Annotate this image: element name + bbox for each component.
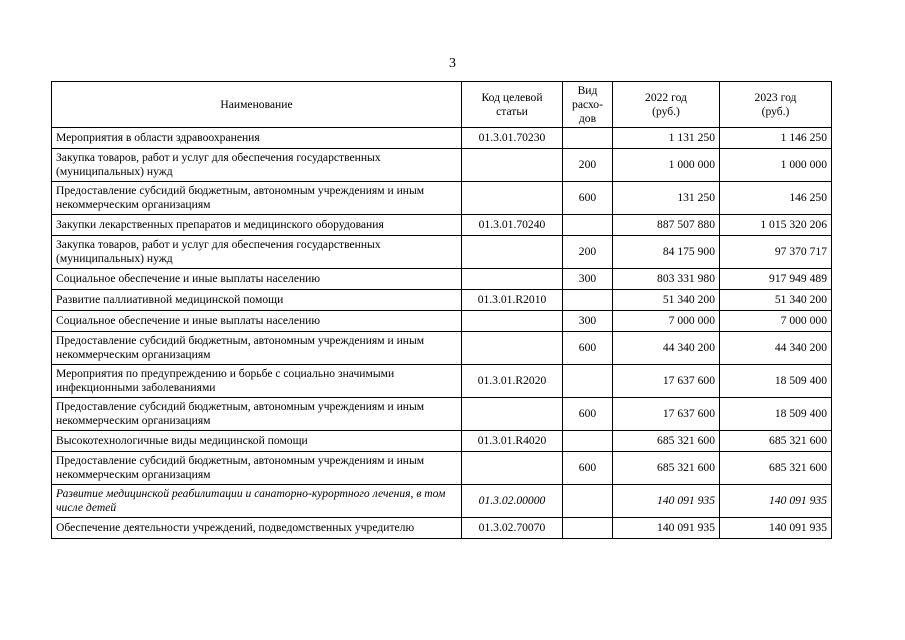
table-row (52, 182, 832, 215)
cell-2022: 685 321 600 (613, 431, 720, 452)
cell-name: Социальное обеспечение и иные выплаты населению (52, 269, 462, 290)
table-row (52, 431, 832, 452)
cell-name: Развитие паллиативной медицинской помощи (52, 290, 462, 311)
cell-2022: 84 175 900 (613, 236, 720, 269)
table-row (52, 290, 832, 311)
cell-2023: 1 146 250 (720, 128, 832, 149)
cell-2023: 18 509 400 (720, 365, 832, 398)
cell-kind (563, 215, 613, 236)
cell-code: 01.3.01.R4020 (462, 431, 563, 452)
cell-kind: 200 (563, 149, 613, 182)
cell-kind (563, 365, 613, 398)
cell-code: 01.3.01.70230 (462, 128, 563, 149)
cell-name: Мероприятия в области здравоохранения (52, 128, 462, 149)
cell-name: Социальное обеспечение и иные выплаты населению (52, 311, 462, 332)
header-code: Код целевой статьи (462, 82, 563, 128)
cell-name: Предоставление субсидий бюджетным, автономным учреждениям и иным некоммерческим организациям (52, 452, 462, 485)
cell-2022: 7 000 000 (613, 311, 720, 332)
table-row (52, 332, 832, 365)
cell-2023: 18 509 400 (720, 398, 832, 431)
cell-2023: 51 340 200 (720, 290, 832, 311)
cell-code: 01.3.01.R2010 (462, 290, 563, 311)
cell-kind: 300 (563, 269, 613, 290)
cell-name: Предоставление субсидий бюджетным, автономным учреждениям и иным некоммерческим организациям (52, 182, 462, 215)
cell-code: 01.3.02.70070 (462, 518, 563, 539)
table-body (52, 128, 832, 539)
cell-name: Закупки лекарственных препаратов и медицинского оборудования (52, 215, 462, 236)
table-row (52, 452, 832, 485)
table-row (52, 485, 832, 518)
cell-code: 01.3.01.70240 (462, 215, 563, 236)
header-kind: Вид расхо-дов (563, 82, 613, 128)
cell-name: Развитие медицинской реабилитации и санаторно-курортного лечения, в том числе детей (52, 485, 462, 518)
cell-kind: 300 (563, 311, 613, 332)
cell-kind (563, 431, 613, 452)
table-row (52, 398, 832, 431)
cell-name: Предоставление субсидий бюджетным, автономным учреждениям и иным некоммерческим организациям (52, 398, 462, 431)
cell-name: Мероприятия по предупреждению и борьбе с социально значимыми инфекционными заболеваниями (52, 365, 462, 398)
cell-2023: 44 340 200 (720, 332, 832, 365)
header-name: Наименование (52, 82, 462, 128)
cell-2022: 1 000 000 (613, 149, 720, 182)
cell-2023: 7 000 000 (720, 311, 832, 332)
cell-kind (563, 518, 613, 539)
cell-2023: 140 091 935 (720, 485, 832, 518)
cell-2022: 17 637 600 (613, 365, 720, 398)
cell-kind: 600 (563, 452, 613, 485)
cell-2022: 887 507 880 (613, 215, 720, 236)
cell-kind (563, 128, 613, 149)
cell-code (462, 236, 563, 269)
cell-kind (563, 485, 613, 518)
table-row (52, 236, 832, 269)
header-2022: 2022 год (руб.) (613, 82, 720, 128)
cell-code (462, 398, 563, 431)
cell-2022: 685 321 600 (613, 452, 720, 485)
cell-2022: 140 091 935 (613, 518, 720, 539)
cell-2022: 131 250 (613, 182, 720, 215)
budget-table (51, 81, 832, 539)
table-row (52, 215, 832, 236)
page-number: 3 (449, 56, 456, 71)
cell-name: Обеспечение деятельности учреждений, подведомственных учредителю (52, 518, 462, 539)
table-row (52, 311, 832, 332)
cell-code (462, 182, 563, 215)
cell-kind (563, 290, 613, 311)
cell-2022: 51 340 200 (613, 290, 720, 311)
cell-name: Высокотехнологичные виды медицинской помощи (52, 431, 462, 452)
cell-2022: 17 637 600 (613, 398, 720, 431)
cell-2022: 44 340 200 (613, 332, 720, 365)
cell-kind: 600 (563, 332, 613, 365)
cell-code (462, 269, 563, 290)
cell-2022: 803 331 980 (613, 269, 720, 290)
table-row (52, 269, 832, 290)
cell-code (462, 452, 563, 485)
cell-code: 01.3.02.00000 (462, 485, 563, 518)
table-row (52, 365, 832, 398)
cell-2022: 1 131 250 (613, 128, 720, 149)
cell-2023: 1 000 000 (720, 149, 832, 182)
cell-2022: 140 091 935 (613, 485, 720, 518)
cell-kind: 600 (563, 398, 613, 431)
table-row (52, 149, 832, 182)
cell-kind: 200 (563, 236, 613, 269)
cell-2023: 97 370 717 (720, 236, 832, 269)
cell-code (462, 149, 563, 182)
cell-2023: 685 321 600 (720, 431, 832, 452)
table-header-row (52, 82, 832, 128)
cell-name: Предоставление субсидий бюджетным, автономным учреждениям и иным некоммерческим организациям (52, 332, 462, 365)
cell-2023: 1 015 320 206 (720, 215, 832, 236)
cell-name: Закупка товаров, работ и услуг для обеспечения государственных (муниципальных) нужд (52, 149, 462, 182)
cell-kind: 600 (563, 182, 613, 215)
header-2023: 2023 год (руб.) (720, 82, 832, 128)
cell-code (462, 332, 563, 365)
cell-name: Закупка товаров, работ и услуг для обеспечения государственных (муниципальных) нужд (52, 236, 462, 269)
cell-code (462, 311, 563, 332)
cell-2023: 146 250 (720, 182, 832, 215)
cell-2023: 140 091 935 (720, 518, 832, 539)
table-row (52, 518, 832, 539)
cell-2023: 917 949 489 (720, 269, 832, 290)
cell-code: 01.3.01.R2020 (462, 365, 563, 398)
table-row (52, 128, 832, 149)
cell-2023: 685 321 600 (720, 452, 832, 485)
